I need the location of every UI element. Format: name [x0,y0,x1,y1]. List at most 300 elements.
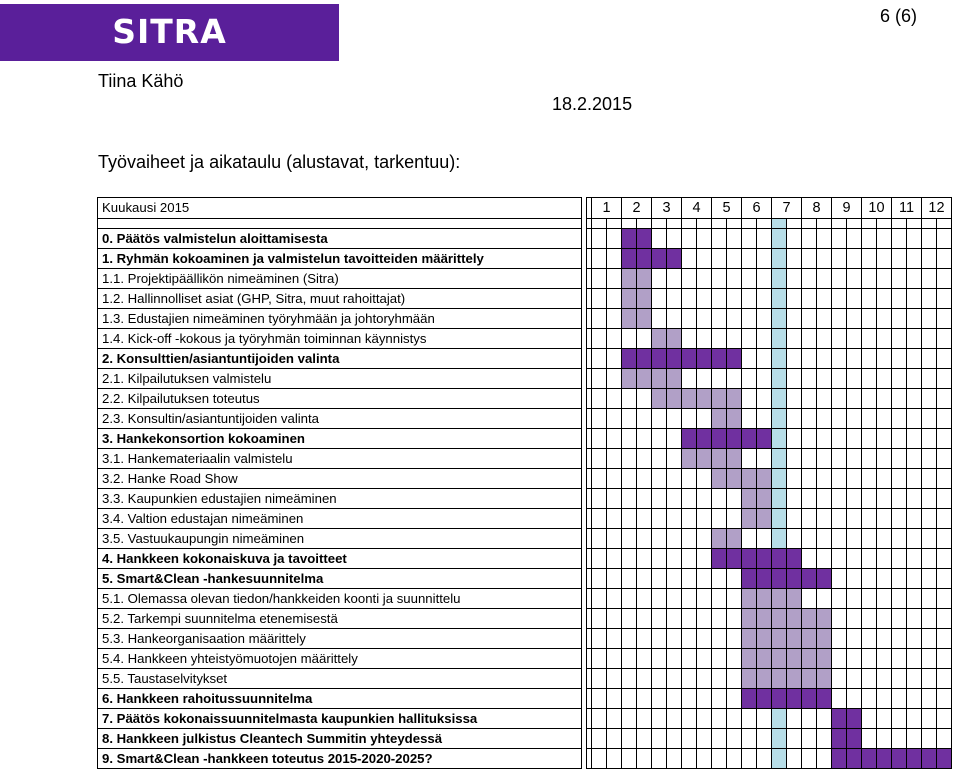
gantt-cell [832,589,847,609]
gantt-cell [667,429,682,449]
gantt-cell [787,509,802,529]
gantt-bar-cell [817,669,832,689]
gantt-cell [787,409,802,429]
gantt-bar-cell [682,349,697,369]
gantt-cell [622,469,637,489]
gantt-cell [757,369,772,389]
gantt-cell [922,689,937,709]
milestone-cell [772,709,787,729]
gantt-cell [802,219,817,229]
gantt-cell [877,329,892,349]
gantt-cell [652,689,667,709]
gantt-cell [607,509,622,529]
gantt-bar-cell [742,689,757,709]
task-label: 5.3. Hankeorganisaation määrittely [98,629,582,649]
gantt-cell [832,389,847,409]
gantt-cell [652,449,667,469]
gantt-cell [622,449,637,469]
gantt-row [98,429,952,449]
gantt-cell [862,589,877,609]
gantt-cell [607,529,622,549]
gantt-cell [637,489,652,509]
gantt-cell [607,609,622,629]
gantt-cell [802,529,817,549]
gantt-cell [847,349,862,369]
gantt-bar-cell [652,329,667,349]
gantt-cell [802,449,817,469]
gantt-cell [787,369,802,389]
gantt-cell [667,529,682,549]
gantt-bar-cell [877,749,892,769]
gantt-bar-cell [742,669,757,689]
gantt-cell [847,629,862,649]
gantt-cell [862,689,877,709]
milestone-cell [772,509,787,529]
gantt-bar-cell [847,709,862,729]
gantt-cell [682,709,697,729]
gantt-cell [937,569,952,589]
gantt-bar-cell [622,289,637,309]
task-label: 1.1. Projektipäällikön nimeäminen (Sitra) [98,269,582,289]
gantt-cell [682,289,697,309]
gantt-cell [757,449,772,469]
gantt-cell [787,289,802,309]
gantt-cell [607,589,622,609]
gantt-cell [592,469,607,489]
gantt-bar-cell [802,649,817,669]
gantt-cell [742,349,757,369]
gantt-cell [937,669,952,689]
gantt-cell [697,309,712,329]
gantt-cell [922,389,937,409]
gantt-cell [892,229,907,249]
author-name: Tiina Kähö [98,71,184,91]
gantt-bar-cell [712,349,727,369]
gantt-cell [622,429,637,449]
gantt-cell [622,409,637,429]
gantt-cell [622,549,637,569]
gantt-cell [832,449,847,469]
gantt-cell [652,629,667,649]
task-label: 1.3. Edustajien nimeäminen työryhmään ja johtoryhmään [98,309,582,329]
gantt-cell [802,429,817,449]
gantt-bar-cell [922,749,937,769]
gantt-cell [652,489,667,509]
gantt-cell [592,589,607,609]
gantt-bar-cell [742,589,757,609]
gantt-cell [832,549,847,569]
gantt-cell [607,749,622,769]
month-header: 1 [592,198,622,219]
gantt-cell [877,489,892,509]
gantt-cell [727,219,742,229]
milestone-cell [772,329,787,349]
gantt-cell [607,729,622,749]
gantt-cell [742,749,757,769]
gantt-bar-cell [772,609,787,629]
gantt-cell [682,489,697,509]
gantt-cell [937,349,952,369]
gantt-cell [697,219,712,229]
gantt-row [98,389,952,409]
gantt-bar-cell [622,369,637,389]
gantt-cell [832,569,847,589]
gantt-cell [892,289,907,309]
gantt-bar-cell [817,649,832,669]
gantt-cell [847,389,862,409]
gantt-cell [607,669,622,689]
gantt-cell [607,649,622,669]
gantt-cell [712,709,727,729]
gantt-bar-cell [832,729,847,749]
gantt-bar-cell [712,409,727,429]
gantt-cell [877,569,892,589]
gantt-cell [922,509,937,529]
gantt-bar-cell [757,569,772,589]
gantt-bar-cell [637,369,652,389]
gantt-cell [652,569,667,589]
gantt-cell [832,689,847,709]
gantt-cell [847,689,862,709]
gantt-cell [712,749,727,769]
gantt-cell [637,409,652,429]
gantt-cell [832,369,847,389]
gantt-cell [862,629,877,649]
month-header: 6 [742,198,772,219]
gantt-cell [862,229,877,249]
gantt-cell [697,489,712,509]
gantt-cell [892,649,907,669]
gantt-header-row [98,198,952,219]
gantt-cell [922,469,937,489]
gantt-cell [847,249,862,269]
gantt-cell [592,489,607,509]
gantt-cell [847,489,862,509]
gantt-cell [832,489,847,509]
gantt-cell [922,219,937,229]
gantt-cell [802,509,817,529]
gantt-cell [592,249,607,269]
gantt-cell [787,329,802,349]
gantt-cell [817,249,832,269]
gantt-row [98,689,952,709]
gantt-bar-cell [802,689,817,709]
gantt-bar-cell [742,429,757,449]
gantt-cell [877,709,892,729]
gantt-cell [847,609,862,629]
gantt-bar-cell [757,429,772,449]
gantt-cell [847,529,862,549]
gantt-cell [847,269,862,289]
gantt-bar-cell [727,449,742,469]
gantt-cell [892,309,907,329]
gantt-cell [697,589,712,609]
gantt-cell [847,649,862,669]
gantt-cell [892,349,907,369]
gantt-cell [847,229,862,249]
gantt-cell [847,469,862,489]
gantt-cell [802,549,817,569]
gantt-cell [742,219,757,229]
milestone-cell [772,469,787,489]
gantt-cell [697,669,712,689]
gantt-bar-cell [652,389,667,409]
gantt-cell [787,389,802,409]
phase-label: 3. Hankekonsortion kokoaminen [98,429,582,449]
gantt-cell [922,529,937,549]
gantt-cell [607,289,622,309]
gantt-cell [667,309,682,329]
gantt-cell [592,429,607,449]
gantt-cell [922,609,937,629]
gantt-cell [637,629,652,649]
gantt-cell [922,589,937,609]
task-label: 2.3. Konsultin/asiantuntijoiden valinta [98,409,582,429]
gantt-cell [667,469,682,489]
gantt-cell [817,429,832,449]
gantt-cell [817,549,832,569]
gantt-cell [667,709,682,729]
gantt-cell [832,219,847,229]
gantt-cell [607,489,622,509]
gantt-bar-cell [787,589,802,609]
gantt-cell [592,689,607,709]
gantt-cell [607,229,622,249]
task-label: 2.1. Kilpailutuksen valmistelu [98,369,582,389]
milestone-cell [772,529,787,549]
gantt-cell [682,309,697,329]
gantt-cell [712,509,727,529]
gantt-cell [847,289,862,309]
gantt-cell [862,549,877,569]
gantt-bar-cell [802,669,817,689]
milestone-cell [772,289,787,309]
gantt-cell [907,589,922,609]
gantt-cell [652,529,667,549]
task-label: 5.1. Olemassa olevan tiedon/hankkeiden koonti ja suunnittelu [98,589,582,609]
gantt-row [98,709,952,729]
gantt-cell [652,269,667,289]
gantt-bar-cell [652,369,667,389]
gantt-cell [622,649,637,669]
gantt-cell [697,649,712,669]
gantt-bar-cell [667,369,682,389]
gantt-bar-cell [847,729,862,749]
gantt-cell [682,749,697,769]
gantt-cell [607,709,622,729]
gantt-cell [682,329,697,349]
gantt-cell [667,629,682,649]
gantt-cell [607,689,622,709]
month-header-label: Kuukausi 2015 [98,198,582,219]
gantt-cell [787,429,802,449]
gantt-bar-cell [757,489,772,509]
gantt-cell [907,649,922,669]
gantt-cell [892,469,907,489]
gantt-cell [787,249,802,269]
gantt-row [98,309,952,329]
gantt-cell [682,529,697,549]
gantt-bar-cell [742,549,757,569]
gantt-cell [892,269,907,289]
gantt-cell [637,609,652,629]
gantt-cell [637,749,652,769]
gantt-cell [637,669,652,689]
gantt-bar-cell [742,509,757,529]
gantt-bar-cell [712,429,727,449]
gantt-cell [592,329,607,349]
gantt-bar-cell [637,269,652,289]
milestone-cell [772,489,787,509]
gantt-cell [817,529,832,549]
gantt-cell [817,369,832,389]
gantt-cell [607,329,622,349]
gantt-cell [757,409,772,429]
gantt-cell [907,529,922,549]
gantt-bar-cell [742,649,757,669]
gantt-cell [622,389,637,409]
gantt-cell [697,529,712,549]
gantt-cell [907,469,922,489]
gantt-cell [727,689,742,709]
gantt-bar-cell [637,349,652,369]
gantt-cell [742,409,757,429]
gantt-bar-cell [667,389,682,409]
gantt-cell [922,349,937,369]
gantt-bar-cell [742,629,757,649]
gantt-cell [877,689,892,709]
gantt-bar-cell [697,389,712,409]
gantt-cell [862,249,877,269]
gantt-cell [907,269,922,289]
gantt-cell [607,469,622,489]
gantt-cell [622,489,637,509]
gantt-cell [682,269,697,289]
gantt-cell [862,389,877,409]
gantt-cell [862,709,877,729]
gantt-cell [712,569,727,589]
gantt-bar-cell [757,689,772,709]
phase-label: 6. Hankkeen rahoitussuunnitelma [98,689,582,709]
gantt-cell [862,329,877,349]
gantt-cell [757,229,772,249]
gantt-bar-cell [742,569,757,589]
gantt-cell [742,389,757,409]
gantt-cell [637,389,652,409]
gantt-cell [907,309,922,329]
gantt-cell [907,609,922,629]
gantt-cell [922,549,937,569]
gantt-cell [892,389,907,409]
gantt-cell [712,309,727,329]
month-header: 10 [862,198,892,219]
gantt-bar-cell [862,749,877,769]
gantt-cell [877,229,892,249]
gantt-bar-cell [727,429,742,449]
gantt-cell [742,729,757,749]
gantt-cell [817,709,832,729]
gantt-cell [937,389,952,409]
gantt-cell [637,549,652,569]
gantt-cell [907,369,922,389]
task-label: 3.2. Hanke Road Show [98,469,582,489]
gantt-cell [892,489,907,509]
phase-label: 2. Konsulttien/asiantuntijoiden valinta [98,349,582,369]
gantt-bar-cell [772,649,787,669]
gantt-cell [592,549,607,569]
gantt-cell [892,689,907,709]
gantt-bar-cell [667,249,682,269]
gantt-cell [892,529,907,549]
gantt-cell [757,349,772,369]
month-header: 8 [802,198,832,219]
gantt-cell [682,589,697,609]
gantt-bar-cell [802,609,817,629]
gantt-cell [742,269,757,289]
gantt-cell [817,309,832,329]
gantt-cell [607,389,622,409]
gantt-cell [832,629,847,649]
task-label: 1.2. Hallinnolliset asiat (GHP, Sitra, muut rahoittajat) [98,289,582,309]
gantt-cell [787,349,802,369]
gantt-cell [622,529,637,549]
gantt-cell [847,429,862,449]
milestone-cell [772,229,787,249]
gantt-cell [757,729,772,749]
gantt-bar-cell [697,449,712,469]
gantt-cell [937,529,952,549]
month-header: 9 [832,198,862,219]
gantt-cell [622,689,637,709]
gantt-cell [802,329,817,349]
gantt-cell [817,229,832,249]
gantt-cell [847,369,862,389]
gantt-cell [712,609,727,629]
gantt-cell [862,309,877,329]
milestone-cell [772,749,787,769]
gantt-cell [922,369,937,389]
month-header: 3 [652,198,682,219]
gantt-cell [907,489,922,509]
gantt-cell [667,569,682,589]
gantt-bar-cell [772,569,787,589]
sitra-logo [0,4,339,61]
month-header: 11 [892,198,922,219]
gantt-cell [862,429,877,449]
gantt-cell [802,469,817,489]
gantt-bar-cell [817,689,832,709]
gantt-bar-cell [712,529,727,549]
gantt-cell [757,219,772,229]
gantt-cell [907,409,922,429]
gantt-cell [712,649,727,669]
gantt-cell [697,709,712,729]
gantt-cell [637,589,652,609]
gantt-cell [592,449,607,469]
gantt-row [98,669,952,689]
gantt-cell [712,269,727,289]
gantt-bar-cell [757,549,772,569]
gantt-row [98,409,952,429]
gantt-cell [832,409,847,429]
gantt-cell [592,529,607,549]
gantt-row [98,449,952,469]
gantt-cell [877,729,892,749]
task-label: 3.4. Valtion edustajan nimeäminen [98,509,582,529]
gantt-cell [907,509,922,529]
gantt-cell [877,609,892,629]
gantt-cell [892,569,907,589]
